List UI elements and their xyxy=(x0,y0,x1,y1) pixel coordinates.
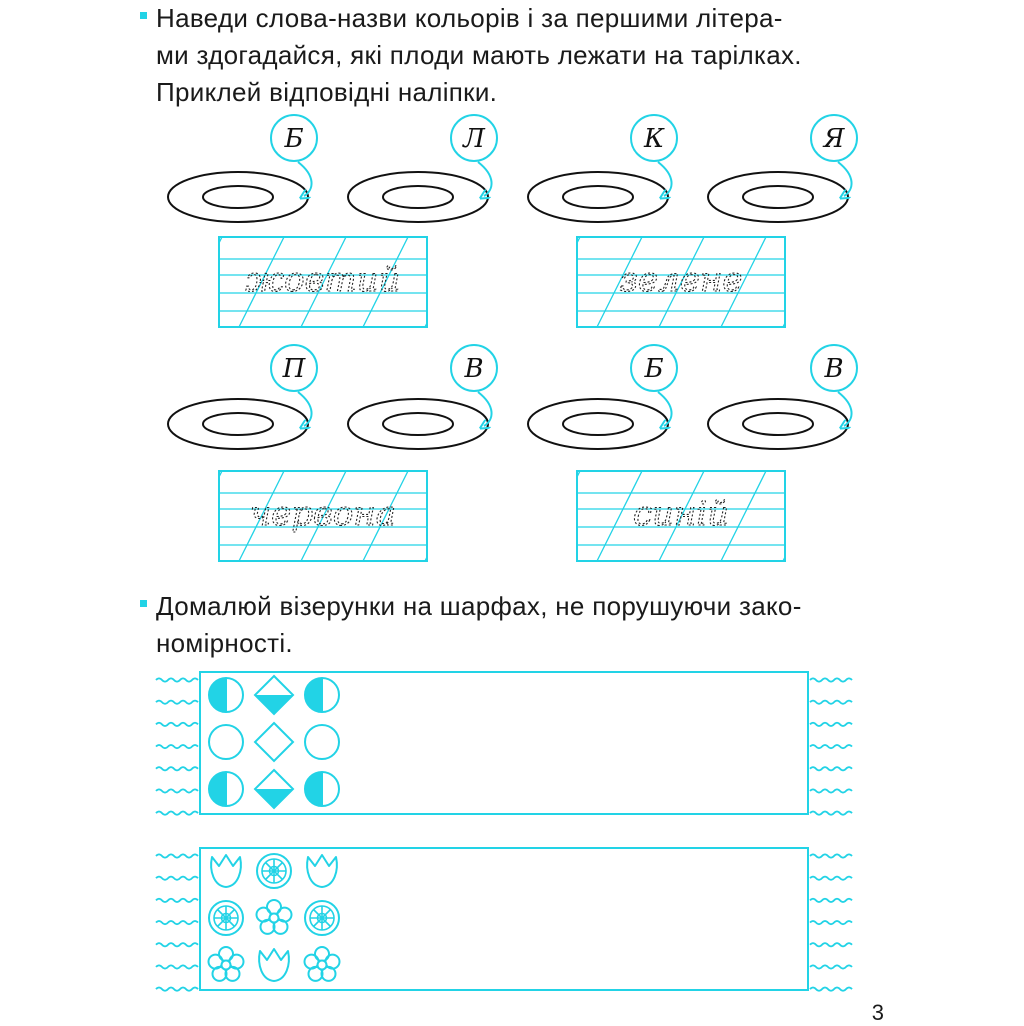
plate-letter: Б xyxy=(284,124,304,154)
traceable-color-word: зелене xyxy=(619,260,743,300)
copybook-word-box xyxy=(177,471,532,561)
scarf-fringe xyxy=(156,965,198,968)
arrow-icon xyxy=(658,392,672,426)
scarf-fringe xyxy=(810,854,852,857)
scarf-fringe xyxy=(810,701,852,704)
slant-line xyxy=(425,471,470,561)
plate-letter: Б xyxy=(644,354,664,384)
scarves-area xyxy=(156,672,852,991)
task-1-line-1: Наведи слова-назви кольорів і за першими літера- xyxy=(156,3,783,33)
plate-outer-rim xyxy=(528,399,668,449)
plate-with-letter xyxy=(708,115,857,222)
plate-inner-rim xyxy=(563,186,633,208)
scarf-fringe xyxy=(810,988,852,991)
plate-inner-rim xyxy=(743,413,813,435)
scarf-fringe xyxy=(156,767,198,770)
slant-line xyxy=(845,471,890,561)
arrow-icon xyxy=(838,162,852,196)
plate-outer-rim xyxy=(708,399,848,449)
plate-outer-rim xyxy=(528,172,668,222)
scarf-fringe xyxy=(156,678,198,681)
plate-inner-rim xyxy=(383,413,453,435)
scarf-fringe xyxy=(810,745,852,748)
plate-inner-rim xyxy=(203,413,273,435)
slant-line xyxy=(177,237,222,327)
task-2-line-1: Домалюй візерунки на шарфах, не порушуючи зако- xyxy=(156,591,802,621)
scarf-fringe xyxy=(810,965,852,968)
copybook-word-box xyxy=(177,237,532,327)
wheel-flower-icon xyxy=(209,901,243,935)
slant-line xyxy=(783,471,828,561)
plate-with-letter xyxy=(528,345,677,449)
arrow-icon xyxy=(478,162,492,196)
slant-line xyxy=(783,237,828,327)
plate-inner-rim xyxy=(383,186,453,208)
plate-outer-rim xyxy=(168,172,308,222)
scarf-fringe xyxy=(156,921,198,924)
plate-outer-rim xyxy=(348,172,488,222)
task-2-instructions xyxy=(140,588,802,662)
scarf-fringe xyxy=(156,745,198,748)
scarf-fringe xyxy=(156,943,198,946)
scarf-fringe xyxy=(810,767,852,770)
plate-letter: К xyxy=(643,124,665,154)
arrow-icon xyxy=(838,392,852,426)
plate-inner-rim xyxy=(743,186,813,208)
scarf-fringe xyxy=(156,723,198,726)
task-2-line-2: номірності. xyxy=(156,628,293,658)
scarf xyxy=(156,672,852,815)
plate-letter: Я xyxy=(823,124,845,154)
slant-line xyxy=(425,237,470,327)
scarf-fringe xyxy=(810,723,852,726)
plate-letter: Л xyxy=(463,124,485,154)
task-1-line-2: ми здогадайся, які плоди мають лежати на тарілках. xyxy=(156,40,802,70)
plate-outer-rim xyxy=(708,172,848,222)
arrow-icon xyxy=(658,162,672,196)
plate-with-letter xyxy=(348,115,497,222)
arrow-icon xyxy=(478,392,492,426)
plate-with-letter xyxy=(168,115,317,222)
copybook-word-box xyxy=(535,471,890,561)
plate-inner-rim xyxy=(563,413,633,435)
scarf-fringe xyxy=(156,988,198,991)
wheel-flower-icon xyxy=(305,901,339,935)
plate-letter: П xyxy=(282,354,306,384)
plate-inner-rim xyxy=(203,186,273,208)
plate-letter: В xyxy=(464,354,484,384)
scarf-fringe xyxy=(810,812,852,815)
traceable-color-word: жовтий xyxy=(245,260,401,300)
plate-outer-rim xyxy=(168,399,308,449)
scarf-fringe xyxy=(156,789,198,792)
bullet-marker xyxy=(140,600,147,607)
scarf-fringe xyxy=(810,921,852,924)
scarf-fringe xyxy=(156,701,198,704)
scarf-fringe xyxy=(156,899,198,902)
plate-outer-rim xyxy=(348,399,488,449)
task-1-line-3: Приклей відповідні наліпки. xyxy=(156,77,498,107)
wheel-flower-icon xyxy=(257,854,291,888)
slant-line xyxy=(845,237,890,327)
scarf xyxy=(156,848,852,991)
scarf-fringe xyxy=(810,678,852,681)
plate-with-letter xyxy=(168,345,317,449)
slant-line xyxy=(177,471,222,561)
plate-with-letter xyxy=(528,115,677,222)
scarf-fringe xyxy=(810,943,852,946)
scarf-fringe xyxy=(810,899,852,902)
arrow-icon xyxy=(298,162,312,196)
arrow-icon xyxy=(298,392,312,426)
scarf-fringe xyxy=(156,854,198,857)
plate-with-letter xyxy=(348,345,497,449)
traceable-color-word: червона xyxy=(250,494,396,534)
page-number: 3 xyxy=(871,1000,884,1025)
scarf-fringe xyxy=(810,789,852,792)
slant-line xyxy=(487,237,532,327)
scarf-fringe xyxy=(156,877,198,880)
scarf-fringe xyxy=(810,877,852,880)
slant-line xyxy=(535,237,580,327)
slant-line xyxy=(535,471,580,561)
scarf-fringe xyxy=(156,812,198,815)
traceable-color-word: синій xyxy=(632,494,730,534)
plate-with-letter xyxy=(708,345,857,449)
slant-line xyxy=(487,471,532,561)
copybook-word-box xyxy=(535,237,890,327)
plate-letter: В xyxy=(824,354,844,384)
